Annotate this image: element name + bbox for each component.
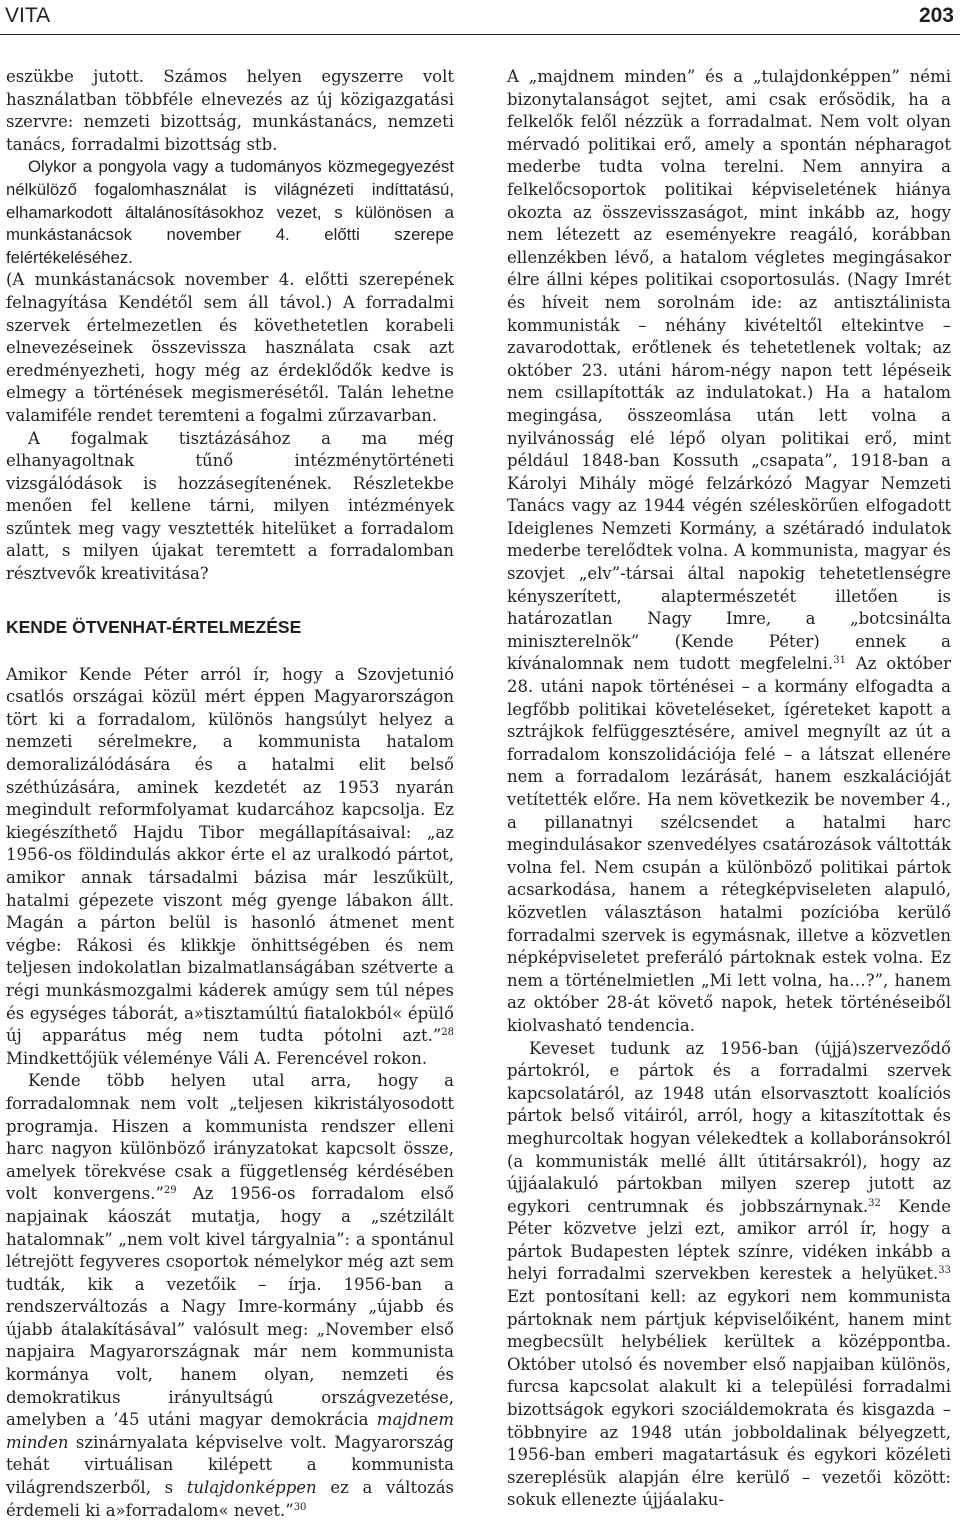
paragraph-text: A „majdnem minden” és a „tulajdonképpen” némi bizonytalanságot sejtet, ami csak erősödik, ha a felkelők felől nézzük a forradalmat. Nem volt olyan mérvadó politikai erő, amely a spontán népharagot mederbe tudta volna terelni. Nem annyira a felkelőcsoportok politikai képviseletének hiánya okozta az összevisszaságot, mint inkább az, hogy nem létezett az eseményekre reagáló, korábban ellenzékben lévő, a hatalom végletes megingásakor élre állni képes politikai csoportosulás. (Nagy Imrét és híveit nem sorolnám ide: az antisztálinista kommunisták – néhány kivételtől eltekintve – zavarodottak, erőtlenek és tehetetlenek voltak; az október 23. utáni három-négy napon tett lépéseik nem csillapították az indulatokat.) Ha a hatalom megingása, összeomlása után lett volna a nyilvánosság elé lépő olyan politikai erő, mint például 1848-ban Kossuth „csapata”, 1918-ban a Károlyi Mihály mögé felzárkózó Magyar Nemzeti Tanács vagy az 1944 végén széleskörűen elfogadott Ideiglenes Nemzeti Kormány, a szétáradó indulatok mederbe terelődtek volna. A kommunista, magyar és szovjet „elv”-társai által napokig tehetetlenségre kényszerített, alaptermészetét illetően is határozatlan Nagy Imre, a „botcsinálta miniszterelnök” (Kende Péter) ennek a kívánalomnak nem tudott megfelelni. [507, 67, 951, 674]
header-rule [0, 34, 960, 35]
paragraph-text: Az október 28. utáni napok történései – a kormány elfogadta a legfőbb politikai követeléseket, ígéreteket kapott a sztrájkok felfüggesztésére, amivel megnyílt az út a forradalom konszolidációja felé – a látszat ellenére nem a forradalom lezárását, hanem eszkalációját vetítették előre. Ha nem következik be november 4., a pillanatnyi szélcsendet a hatalmi harc megindulásakor szenvedélyes csatározások váltották volna fel. Nem csupán a különböző politikai pártok acsarkodása, hanem a rétegképviseleten alapuló, közvetlen választáson hatalmi pozícióba kerülő forradalmi szervek is egymásnak, illetve a közvetlen népképviseletet preferáló pártoknak estek volna. Ez nem a történelmietlen „Mi lett volna, ha…?”, hanem az október 28-át követő napok, hetek történéseiből kiolvasható tendencia. [507, 654, 951, 1035]
paragraph [6, 1070, 454, 1522]
emphasis-text: majdnem minden [6, 1410, 454, 1452]
paragraph [6, 66, 454, 156]
paragraph-text: Ezt pontosítani kell: az egykori nem kommunista pártoknak nem pártjuk képviselőiként, hanem mint megbecsült helybéliek kerültek a középpontba. Október utolsó és november első napjaiban különös, furcsa kapcsolat alakult ki a települési forradalmi bizottságok egykori szociáldemokrata és kisgazda – többnyire az 1948 után jobboldalinak bélyegzett, 1956-ban emberi magatartásuk és egykori közéleti szereplésük alapján élre kerülő – vezetői között: sokuk ellenezte újjáalaku- [507, 1287, 951, 1510]
paragraph [6, 269, 454, 427]
paragraph-text: A fogalmak tisztázásához a ma még elhanyagoltnak tűnő intézménytörténeti vizsgálódások is hozzásegítenének. Részletekbe menően fel kellene tárni, milyen intézmények szűntek meg vagy vesztették hitelüket a forradalom alatt, s milyen újakat teremtett a forradalomban résztvevők kreativitása? [6, 428, 454, 584]
paragraph-text: Keveset tudunk az 1956-ban (újjá)szerveződő pártokról, e pártok és a forradalmi szervek kapcsolatáról, az 1948 után elsorvasztott koalíciós pártok belső vitáiról, arról, hogy a kitaszítottak és meghurcoltak hogyan vélekedtek a kollaboránsokról (a kommunisták mellé állt útitársakról), hogy az újjáalakuló pártokban milyen szerep jutott az egykori centrumnak és jobbszárnynak. [507, 1038, 951, 1216]
running-title: VITA [5, 4, 51, 27]
paragraph-text: Kende Péter közvetve jelzi ezt, amikor arról ír, hogy a pártok Budapesten léptek színre, vidéken inkább a helyi forradalmi szervekben kerestek a helyüket. [507, 1196, 951, 1284]
paragraph [6, 428, 454, 586]
paragraph [6, 664, 454, 1071]
paragraph [507, 66, 951, 1038]
section-heading: KENDE ÖTVENHAT-ÉRTELMEZÉSE [6, 616, 302, 637]
left-column [6, 66, 454, 1522]
emphasis-text: tulajdonképpen [186, 1478, 317, 1498]
paragraph-text: szinárnyalata képviselve volt. Magyarország tehát virtuálisan kilépett a kommunista világrendszerből, s [6, 1432, 454, 1498]
paragraph-text: Az 1956-os forradalom első napjainak káoszát mutatja, hogy a „szétzilált hatalomnak” „nem volt kivel tárgyalnia”: a spontánul létrejött fegyveres csoportok némelykor még azt sem tudták, kik a vezetőik – írja. 1956-ban a rendszerváltozás a Nagy Imre-kormány „újabb és újabb átalakításával” valósult meg: „November első napjaira Magyarországnak már nem kommunista kormánya volt, hanem olyan, nemzeti és demokratikus irányultságú országvezetése, amelyben a ’45 utáni magyar demokrácia [6, 1184, 454, 1430]
paragraph [507, 1038, 951, 1512]
right-column [507, 66, 951, 1512]
page-number: 203 [918, 4, 954, 27]
footnote-ref: 33 [938, 1265, 951, 1277]
paragraph-text: eszükbe jutott. Számos helyen egyszerre volt használatban többféle elnevezés az új közigazgatási szervre: nemzeti bizottság, munkástanács, nemzeti tanács, forradalmi bizottság stb. [6, 67, 454, 154]
footnote-ref: 31 [833, 655, 846, 667]
paragraph-text: ez a változás érdemeli ki a»forradalom« nevet.” [6, 1478, 455, 1520]
paragraph-text: (A munkástanácsok november 4. előtti szerepének felnagyítása Kendétől sem áll távol.) A forradalmi szervek értelmezetlen és követhetetlen korabeli elnevezéseinek összevissza használata csak azt eredményezheti, hogy még az érdeklődők kedve is elmegy a történések megismerésétől. Talán lehetne valamiféle rendet teremteni a fogalmi zűrzavarban. [6, 270, 454, 425]
paragraph-text: Amikor Kende Péter arról ír, hogy a Szovjetunió csatlós országai közül mért éppen Magyarországon tört ki a forradalom, különös hangsúlyt helyez a nemzeti sérelmekre, a kommunista hatalom demoralizálódására és a hatalmi elit belső széthúzására, aminek kezdetét az 1953 nyarán megindult reformfolyamat kudarcához kapcsolja. Ez kiegészíthető Hajdu Tibor megállapításaival: „az 1956-os földindulás akkor érte el az uralkodó pártot, amikor annak társadalmi bázisa már leszűkült, hatalmi gépezete viszont még gyenge lábakon állt. Magán a párton belül is hasonló átmenet ment végbe: Rákosi és klikkje önhittségében és nem teljesen indokolatlan bizalmatlanságában szétverte a régi munkásmozgalmi káderek amúgy sem túl népes és egységes táborát, a»tisztamúltú fiatalokból« épülő új apparátus még nem tudta pótolni azt.” [6, 664, 454, 1046]
footnote-ref: 28 [441, 1027, 454, 1039]
paragraph-text: Kende több helyen utal arra, hogy a forradalomnak nem volt „teljesen kikristályosodott programja. Hiszen a kommunista rendszer elleni harc nagyon különböző irányzatokat kapcsolt össze, amelyek törekvése csak a függetlenség kérdésében volt konvergens.” [6, 1071, 454, 1204]
paragraph-text: Olykor a pongyola vagy a tudományos közmegegyezést nélkülöző fogalomhasználat is világnézeti indíttatású, elhamarkodott általánosításokhoz vezet, s különösen a munkástanácsok november 4. előtti szerepe felértékeléséhez. [6, 157, 454, 267]
footnote-ref: 30 [293, 1501, 307, 1513]
paragraph [6, 156, 454, 269]
footnote-ref: 29 [163, 1185, 177, 1197]
paragraph-text: Mindkettőjük véleménye Váli A. Ferencével rokon. [6, 1048, 428, 1068]
footnote-ref: 32 [868, 1197, 881, 1209]
